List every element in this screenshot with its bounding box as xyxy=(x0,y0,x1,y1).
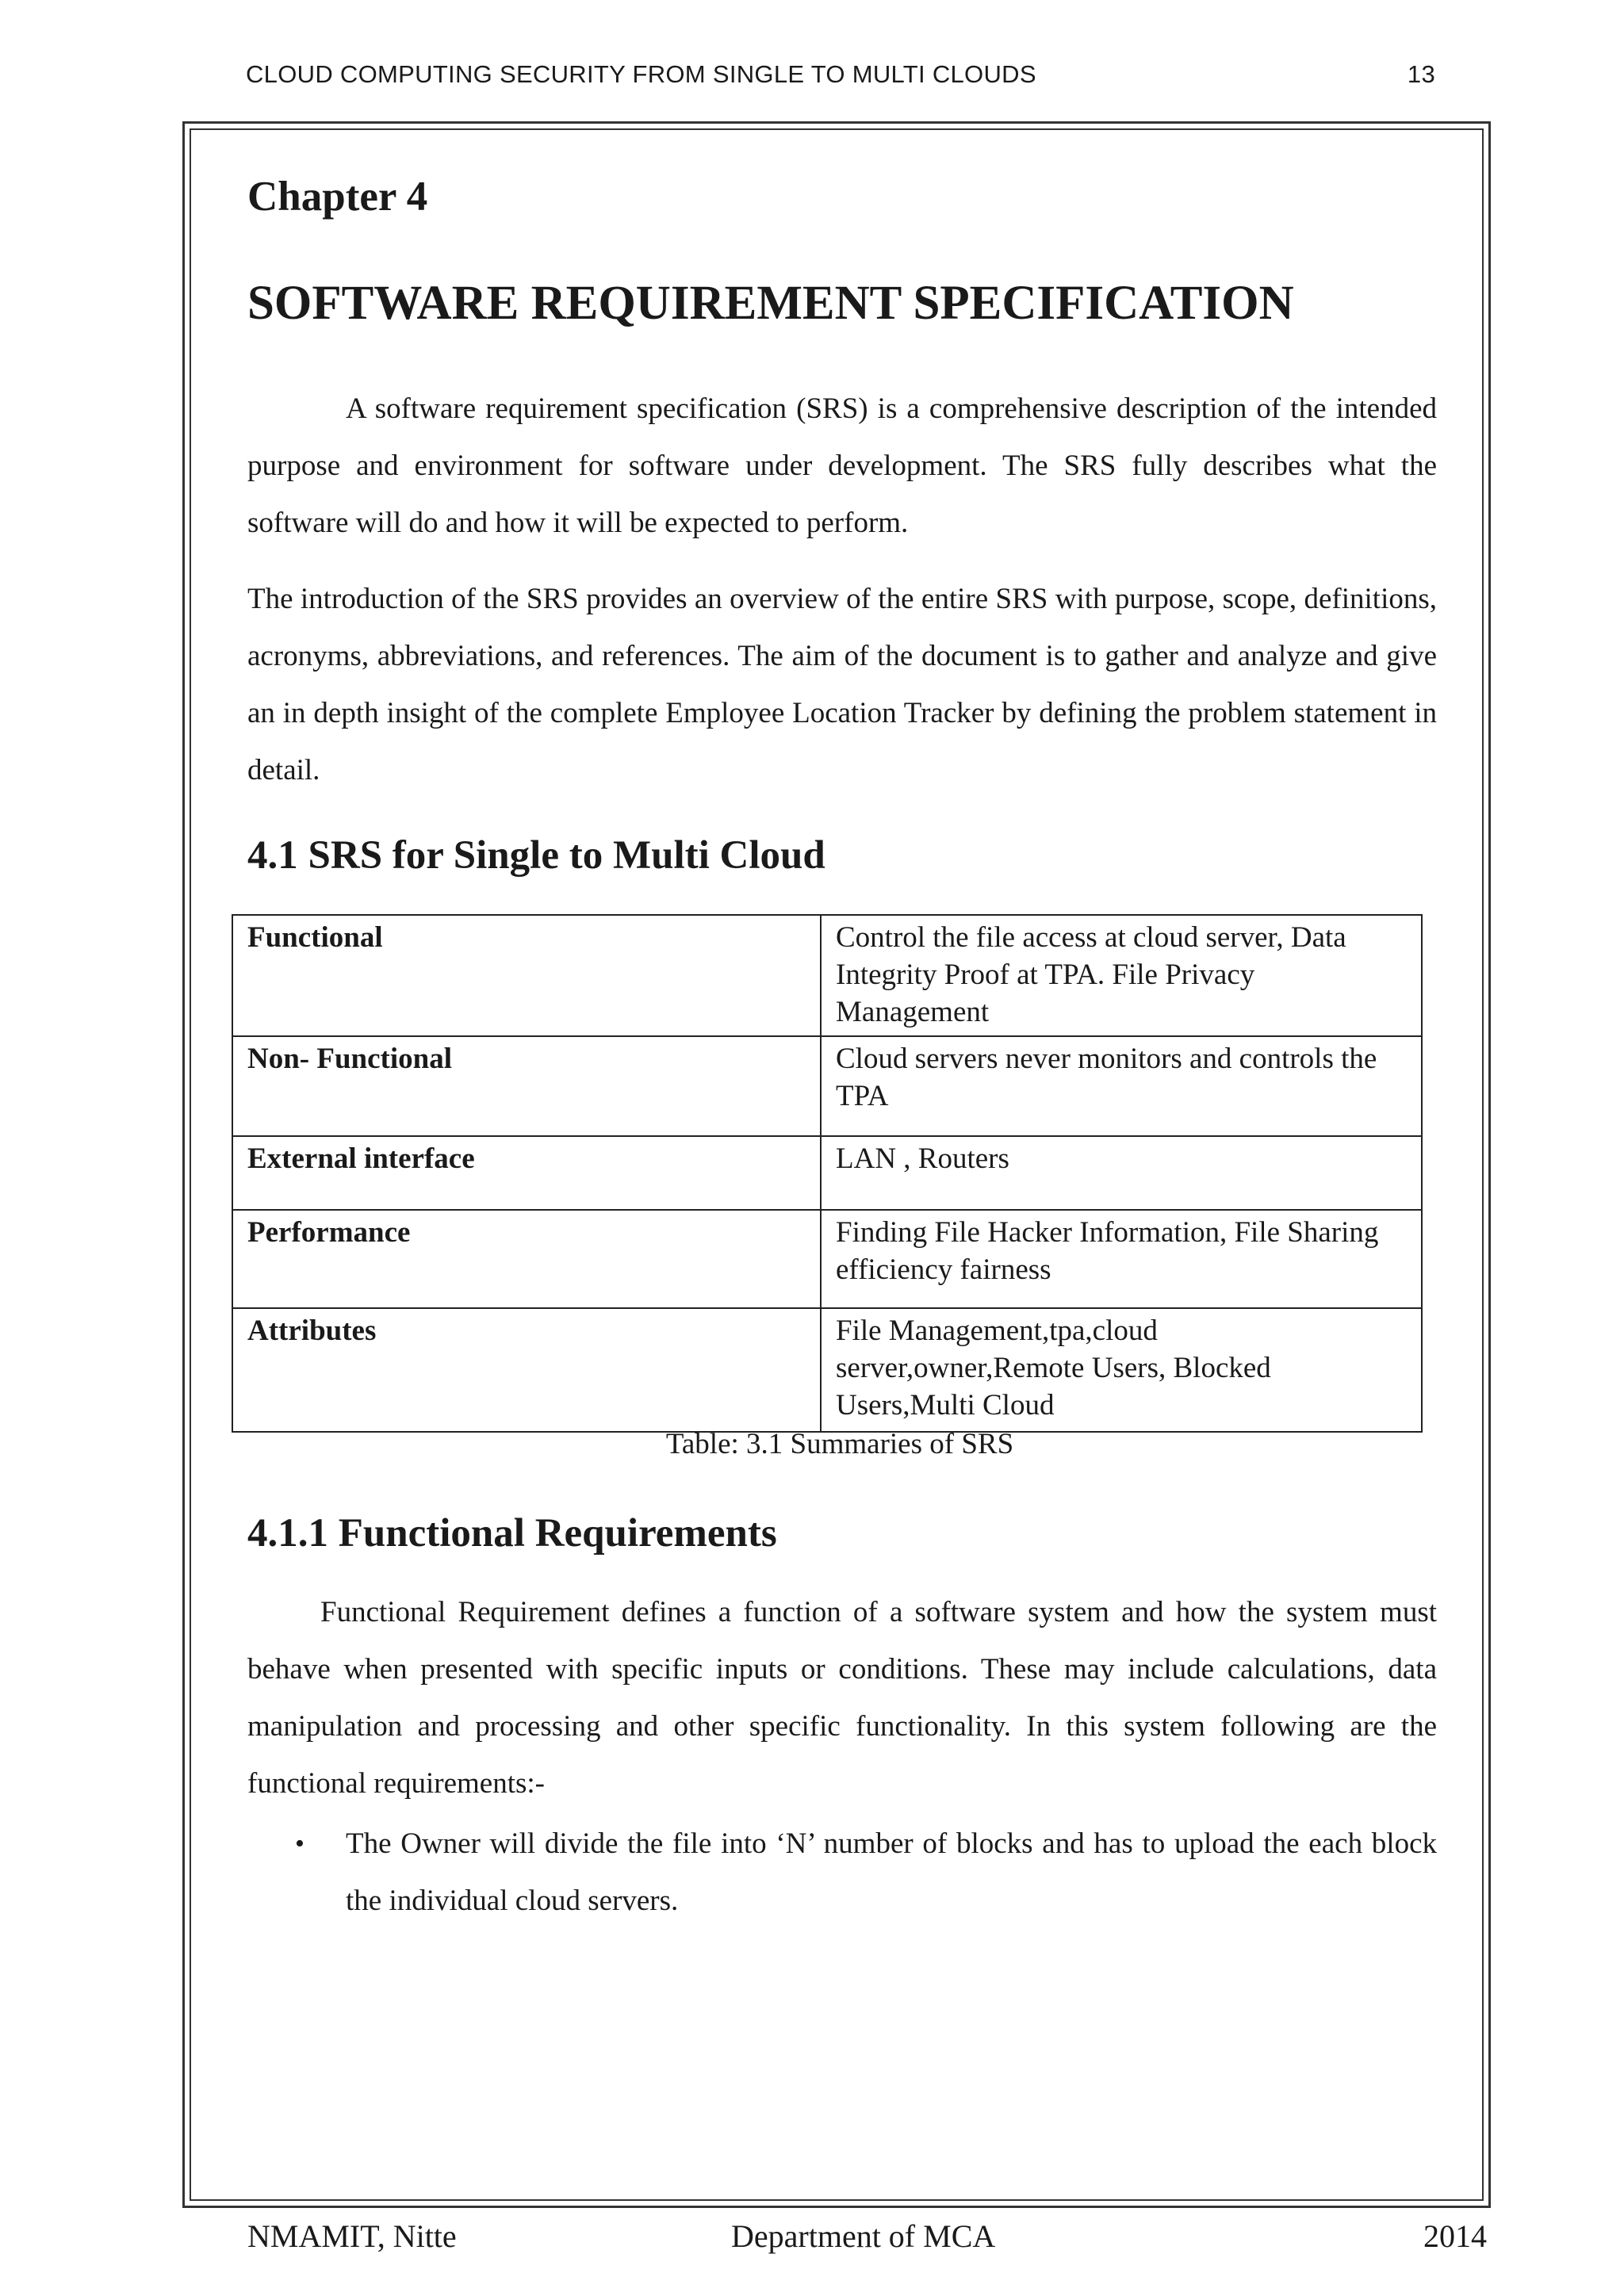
list-item-text: The Owner will divide the file into ‘N’ number of blocks and has to upload the each block the individual cloud servers. xyxy=(346,1827,1437,1917)
table-key-cell: Performance xyxy=(232,1210,821,1308)
functional-requirements-list xyxy=(247,1816,1437,1930)
section-heading-4-1-1: 4.1.1 Functional Requirements xyxy=(247,1511,777,1556)
intro-paragraph-1: A software requirement specification (SRS) is a comprehensive description of the intended purpose and environment for software under development. The SRS fully describes what the software will do and how it will be expected to perform. xyxy=(247,392,1437,539)
table-row xyxy=(232,1210,1422,1308)
intro-paragraph-2: The introduction of the SRS provides an overview of the entire SRS with purpose, scope, definitions, acronyms, abbreviations, and references. The aim of the document is to gather and analyze and give an in depth insight of the complete Employee Location Tracker by defining the problem statement in detail. xyxy=(247,583,1437,786)
table-value-cell: LAN , Routers xyxy=(821,1136,1422,1210)
table-value-cell: Control the file access at cloud server, Data Integrity Proof at TPA. File Privacy Management xyxy=(821,915,1422,1036)
running-header xyxy=(246,60,1435,95)
running-title: CLOUD COMPUTING SECURITY FROM SINGLE TO MULTI CLOUDS xyxy=(246,60,1036,88)
footer-year: 2014 xyxy=(1423,2218,1487,2254)
table-row xyxy=(232,1136,1422,1210)
page-footer xyxy=(247,2218,1487,2257)
list-item xyxy=(247,1816,1437,1930)
table-row xyxy=(232,915,1422,1036)
chapter-title: SOFTWARE REQUIREMENT SPECIFICATION xyxy=(247,277,1294,330)
footer-department: Department of MCA xyxy=(731,2218,996,2254)
bullet-icon: • xyxy=(295,1829,304,1858)
table-value-cell: File Management,tpa,cloud server,owner,Remote Users, Blocked Users,Multi Cloud xyxy=(821,1308,1422,1432)
table-key-cell: Attributes xyxy=(232,1308,821,1432)
table-key-cell: Functional xyxy=(232,915,821,1036)
table-caption-text: Table: 3.1 Summaries of SRS xyxy=(665,1428,1014,1460)
footer-institution: NMAMIT, Nitte xyxy=(247,2218,457,2254)
table-row xyxy=(232,1036,1422,1136)
table-caption xyxy=(0,1427,1624,1461)
srs-summary-table xyxy=(232,914,1423,1433)
table-value-cell: Cloud servers never monitors and controls the TPA xyxy=(821,1036,1422,1136)
section-heading-4-1: 4.1 SRS for Single to Multi Cloud xyxy=(247,833,825,878)
table-key-cell: Non- Functional xyxy=(232,1036,821,1136)
chapter-label: Chapter 4 xyxy=(247,174,428,220)
table-row xyxy=(232,1308,1422,1432)
table-key-cell: External interface xyxy=(232,1136,821,1210)
functional-requirements-paragraph: Functional Requirement defines a function of a software system and how the system must behave when presented with specific inputs or conditions. These may include calculations, data manipulation and processing and other specific functionality. In this system following are the functional requirements:- xyxy=(247,1596,1437,1800)
table-value-cell: Finding File Hacker Information, File Sharing efficiency fairness xyxy=(821,1210,1422,1308)
page-number: 13 xyxy=(1407,60,1435,88)
